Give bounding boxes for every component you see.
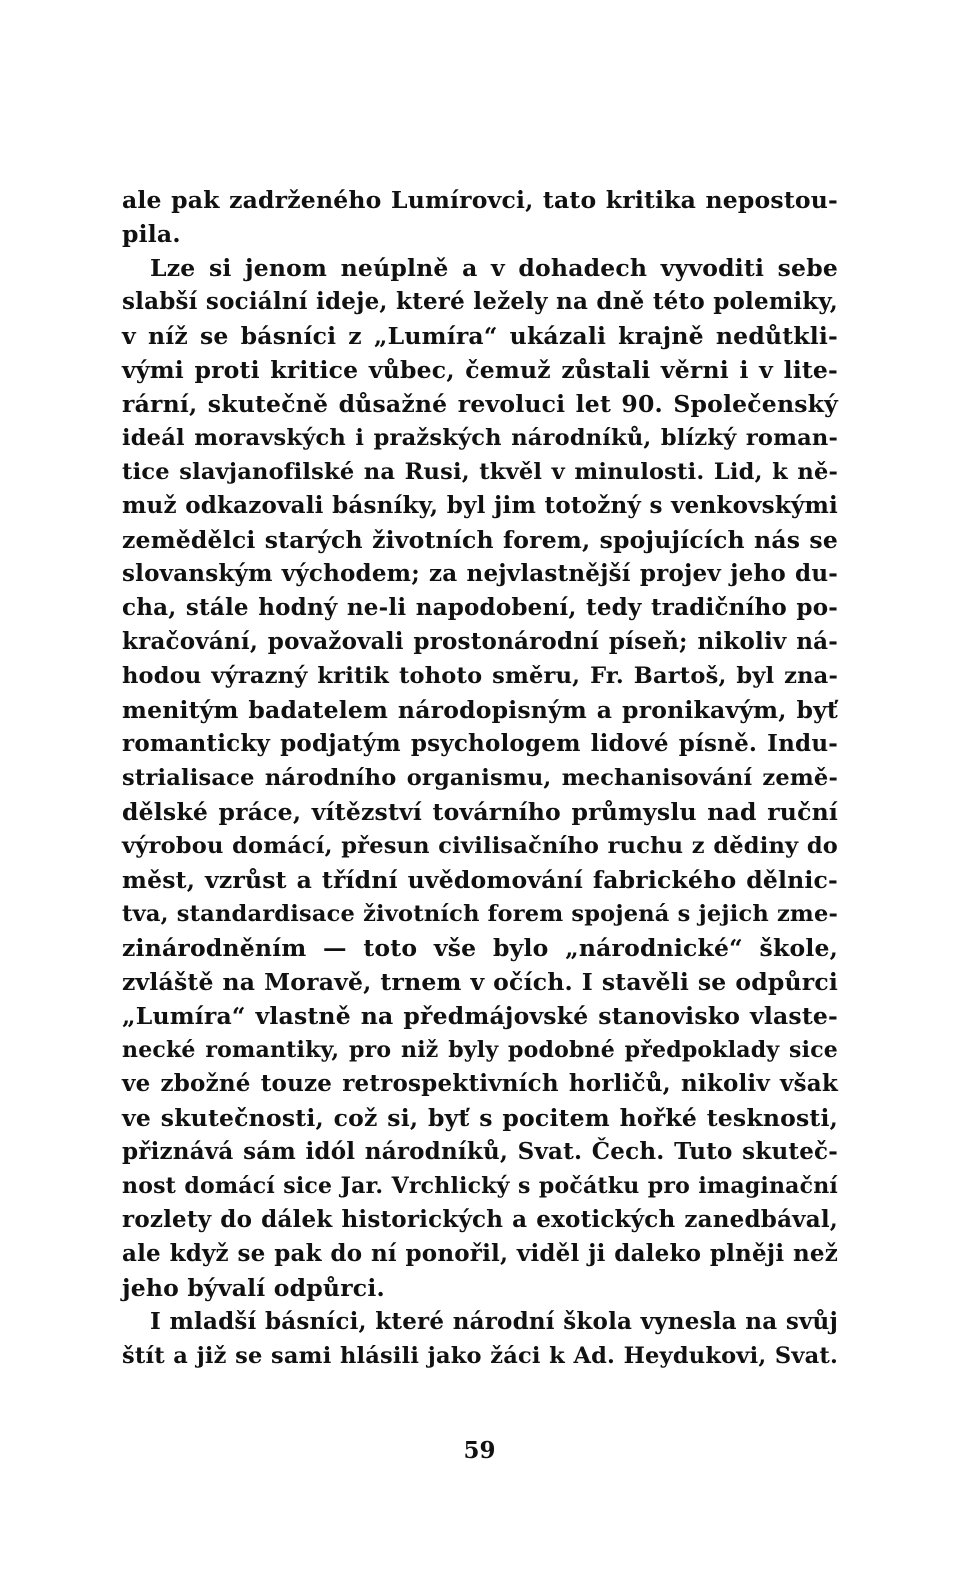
text-line: strialisace národního organismu, mechanisování země- xyxy=(122,765,838,791)
text-line: cha, stále hodný ne-li napodobení, tedy tradičního po- xyxy=(122,594,838,621)
text-line: vými proti kritice vůbec, čemuž zůstali věrni i v lite- xyxy=(122,356,838,384)
text-line: ve skutečnosti, což si, byť s pocitem hořké tesknosti, xyxy=(122,1104,838,1132)
text-line: výrobou domácí, přesun civilisačního ruchu z dědiny do xyxy=(122,833,838,859)
text-line: slabší sociální ideje, které ležely na dně této polemiky, xyxy=(122,288,838,315)
text-line: kračování, považovali prostonárodní píseň; nikoliv ná- xyxy=(122,628,838,655)
text-line: přiznává sám idól národníků, Svat. Čech. Tuto skuteč- xyxy=(122,1138,838,1165)
text-line: tice slavjanofilské na Rusi, tkvěl v minulosti. Lid, k ně- xyxy=(122,459,838,485)
text-line: v níž se básníci z „Lumíra“ ukázali krajně nedůtkli- xyxy=(122,322,838,350)
text-line: muž odkazovali básníky, byl jim totožný s venkovskými xyxy=(122,492,838,519)
text-line: ideál moravských i pražských národníků, blízký roman- xyxy=(122,425,838,451)
text-line: ale pak zadrženého Lumírovci, tato kritika nepostou- xyxy=(122,186,838,214)
paragraph-first-line: Lze si jenom neúplně a v dohadech vyvoditi sebe xyxy=(150,254,838,282)
text-line: zemědělci starých životních forem, spojujících nás se xyxy=(122,526,838,554)
text-line: nost domácí sice Jar. Vrchlický s počátku pro imaginační xyxy=(122,1173,838,1199)
text-line: štít a již se sami hlásili jako žáci k Ad. Heydukovi, Svat. xyxy=(122,1343,838,1369)
text-line: rozlety do dálek historických a exotických zanedbával, xyxy=(122,1206,838,1233)
text-line: slovanským východem; za nejvlastnější projev jeho du- xyxy=(122,560,838,587)
text-line: měst, vzrůst a třídní uvědomování fabrického dělnic- xyxy=(122,866,838,894)
text-line: tva, standardisace životních forem spojená s jejich zme- xyxy=(122,901,838,927)
paragraph-first-line: I mladší básníci, které národní škola vynesla na svůj xyxy=(150,1308,838,1335)
text-line: zvláště na Moravě, trnem v očích. I stavěli se odpůrci xyxy=(122,968,838,996)
text-line: zinárodněním — toto vše bylo „národnické“ škole, xyxy=(122,934,838,962)
text-line: ale když se pak do ní ponořil, viděl ji daleko plněji než xyxy=(122,1240,838,1267)
page-number: 59 xyxy=(463,1437,496,1464)
text-line: menitým badatelem národopisným a pronikavým, byť xyxy=(122,696,838,724)
text-line: rární, skutečně důsažné revoluci let 90. Společenský xyxy=(122,390,838,418)
text-line: dělské práce, vítězství továrního průmyslu nad ruční xyxy=(122,798,838,826)
text-line: jeho bývalí odpůrci. xyxy=(122,1274,385,1302)
text-line: „Lumíra“ vlastně na předmájovské stanovisko vlaste- xyxy=(122,1002,838,1030)
text-line: necké romantiky, pro niž byly podobné předpoklady sice xyxy=(122,1037,838,1063)
text-line: hodou výrazný kritik tohoto směru, Fr. Bartoš, byl zna- xyxy=(122,663,838,689)
text-line: pila. xyxy=(122,220,181,248)
text-line: romanticky podjatým psychologem lidové písně. Indu- xyxy=(122,730,838,757)
text-line: ve zbožné touze retrospektivních horličů, nikoliv však xyxy=(122,1070,838,1097)
